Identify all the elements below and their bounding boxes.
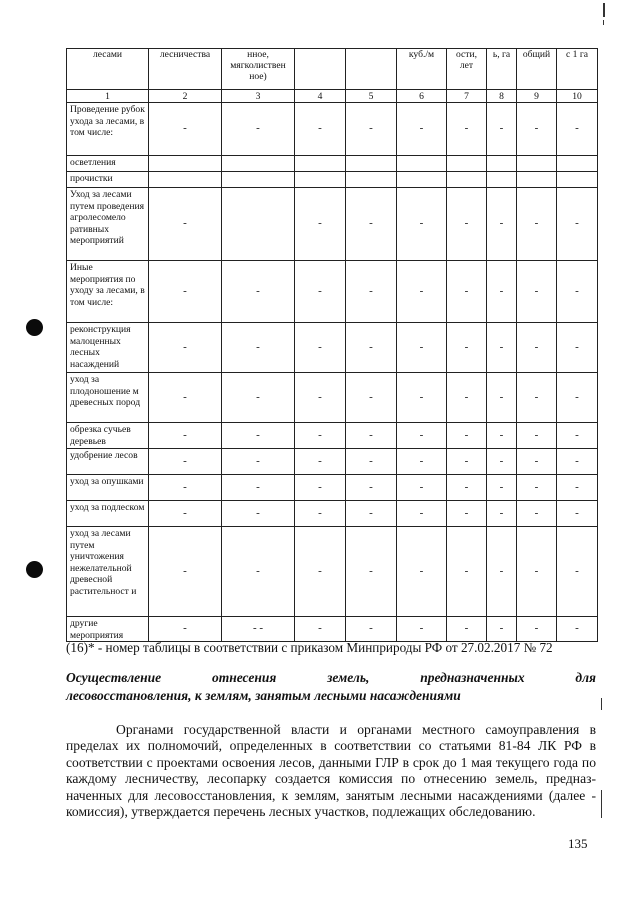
header-cell: ь, га xyxy=(487,49,517,90)
value-cell: - xyxy=(346,423,397,449)
value-cell: - xyxy=(517,188,557,261)
table-row xyxy=(67,475,598,501)
value-cell: - xyxy=(447,103,487,156)
value-cell xyxy=(222,156,295,172)
value-cell: - xyxy=(557,501,598,527)
value-cell: - xyxy=(295,527,346,617)
header-cell: лесами xyxy=(67,49,149,90)
value-cell: - xyxy=(487,261,517,323)
value-cell: - xyxy=(447,188,487,261)
table-row xyxy=(67,527,598,617)
value-cell: - xyxy=(517,373,557,423)
value-cell: - xyxy=(557,449,598,475)
value-cell xyxy=(447,156,487,172)
value-cell: - xyxy=(149,373,222,423)
value-cell: - xyxy=(557,373,598,423)
value-cell: - - xyxy=(222,617,295,642)
value-cell: - xyxy=(149,323,222,373)
value-cell: - xyxy=(222,323,295,373)
column-number-row xyxy=(67,90,598,103)
value-cell: - xyxy=(397,373,447,423)
value-cell: - xyxy=(397,423,447,449)
forest-care-table xyxy=(66,48,598,642)
column-number-cell: 2 xyxy=(149,90,222,103)
value-cell: - xyxy=(295,423,346,449)
value-cell: - xyxy=(447,475,487,501)
value-cell: - xyxy=(222,501,295,527)
value-cell: - xyxy=(346,501,397,527)
header-cell xyxy=(295,49,346,90)
value-cell: - xyxy=(487,527,517,617)
value-cell: - xyxy=(149,188,222,261)
value-cell: - xyxy=(447,449,487,475)
section-heading-line-2: лесовосстановления, к землям, занятым лесными насаждениями xyxy=(66,688,461,703)
table-row xyxy=(67,261,598,323)
value-cell: - xyxy=(295,261,346,323)
value-cell: - xyxy=(517,103,557,156)
table-row xyxy=(67,323,598,373)
section-heading xyxy=(66,669,596,705)
value-cell: - xyxy=(487,449,517,475)
value-cell: - xyxy=(222,261,295,323)
value-cell: - xyxy=(149,527,222,617)
value-cell xyxy=(517,172,557,188)
value-cell xyxy=(295,172,346,188)
value-cell: - xyxy=(447,617,487,642)
value-cell: - xyxy=(557,423,598,449)
value-cell: - xyxy=(397,323,447,373)
value-cell: - xyxy=(222,449,295,475)
header-cell: с 1 га xyxy=(557,49,598,90)
table-row xyxy=(67,423,598,449)
header-cell: куб./м xyxy=(397,49,447,90)
value-cell: - xyxy=(397,188,447,261)
value-cell: - xyxy=(295,449,346,475)
value-cell: - xyxy=(222,527,295,617)
value-cell: - xyxy=(149,617,222,642)
row-name-cell: обрезка сучьев деревьев xyxy=(67,423,149,449)
row-name-cell: осветления xyxy=(67,156,149,172)
value-cell xyxy=(295,156,346,172)
value-cell: - xyxy=(295,373,346,423)
table-row xyxy=(67,617,598,642)
value-cell: - xyxy=(447,261,487,323)
table-caption: (16)* - номер таблицы в соответствии с приказом Минприроды РФ от 27.02.2017 № 72 xyxy=(66,640,553,655)
value-cell: - xyxy=(346,188,397,261)
value-cell: - xyxy=(557,103,598,156)
row-name-cell: Уход за лесами путем проведения агролесомело ративных мероприятий xyxy=(67,188,149,261)
row-name-cell: удобрение лесов xyxy=(67,449,149,475)
value-cell xyxy=(222,172,295,188)
value-cell: - xyxy=(557,475,598,501)
header-cell: лесничества xyxy=(149,49,222,90)
value-cell: - xyxy=(557,617,598,642)
value-cell: - xyxy=(517,475,557,501)
value-cell: - xyxy=(346,373,397,423)
value-cell xyxy=(517,156,557,172)
value-cell: - xyxy=(222,475,295,501)
value-cell: - xyxy=(517,501,557,527)
value-cell: - xyxy=(487,475,517,501)
value-cell: - xyxy=(487,617,517,642)
body-paragraph: Органами государственной власти и органами местного самоуправления в пределах их полномочий, определенных в соответствии со статьями 81-84 ЛК РФ в соответствии с проектами освоения лесов, данными ГЛР в срок до 1 мая текущего года по каждому лесничеству, лесопарку создается комиссия по отнесению земель, предназ-наченных для лесовосстановления, к землям, занятым лесными насаждениями (далее - комиссия), утверждается перечень лесных участков, подлежащих обследованию. xyxy=(66,722,596,820)
value-cell: - xyxy=(447,373,487,423)
value-cell xyxy=(222,188,295,261)
value-cell: - xyxy=(487,323,517,373)
table-row xyxy=(67,188,598,261)
value-cell: - xyxy=(487,188,517,261)
column-number-cell: 4 xyxy=(295,90,346,103)
value-cell: - xyxy=(295,501,346,527)
value-cell: - xyxy=(346,617,397,642)
value-cell xyxy=(397,156,447,172)
value-cell: - xyxy=(397,475,447,501)
value-cell: - xyxy=(295,188,346,261)
value-cell: - xyxy=(397,449,447,475)
value-cell: - xyxy=(517,527,557,617)
value-cell: - xyxy=(346,475,397,501)
table-row xyxy=(67,103,598,156)
value-cell xyxy=(487,172,517,188)
page-number: 135 xyxy=(568,836,588,851)
value-cell: - xyxy=(557,261,598,323)
table-row xyxy=(67,172,598,188)
punch-hole xyxy=(26,319,43,336)
header-cell: нное, мягколиствен ное) xyxy=(222,49,295,90)
column-number-cell: 6 xyxy=(397,90,447,103)
value-cell xyxy=(447,172,487,188)
value-cell xyxy=(149,156,222,172)
value-cell: - xyxy=(149,449,222,475)
value-cell: - xyxy=(222,103,295,156)
value-cell: - xyxy=(517,449,557,475)
scan-mark xyxy=(603,20,604,25)
value-cell: - xyxy=(517,423,557,449)
table-header-row xyxy=(67,49,598,90)
value-cell: - xyxy=(447,323,487,373)
column-number-cell: 8 xyxy=(487,90,517,103)
value-cell: - xyxy=(517,617,557,642)
value-cell: - xyxy=(149,103,222,156)
column-number-cell: 5 xyxy=(346,90,397,103)
row-name-cell: уход за подлеском xyxy=(67,501,149,527)
value-cell: - xyxy=(149,501,222,527)
value-cell: - xyxy=(222,423,295,449)
column-number-cell: 3 xyxy=(222,90,295,103)
value-cell: - xyxy=(149,475,222,501)
value-cell: - xyxy=(487,373,517,423)
table-row xyxy=(67,373,598,423)
value-cell: - xyxy=(346,323,397,373)
punch-hole xyxy=(26,561,43,578)
table-row xyxy=(67,156,598,172)
value-cell: - xyxy=(487,103,517,156)
value-cell: - xyxy=(447,501,487,527)
value-cell: - xyxy=(295,323,346,373)
value-cell: - xyxy=(222,373,295,423)
row-name-cell: Проведение рубок ухода за лесами, в том числе: xyxy=(67,103,149,156)
row-name-cell: Иные мероприятия по уходу за лесами, в том числе: xyxy=(67,261,149,323)
value-cell: - xyxy=(517,261,557,323)
value-cell xyxy=(557,172,598,188)
value-cell: - xyxy=(149,423,222,449)
value-cell: - xyxy=(517,323,557,373)
row-name-cell: реконструкция малоценных лесных насаждений xyxy=(67,323,149,373)
value-cell xyxy=(487,156,517,172)
value-cell: - xyxy=(397,501,447,527)
value-cell: - xyxy=(346,449,397,475)
row-name-cell: прочистки xyxy=(67,172,149,188)
value-cell: - xyxy=(295,617,346,642)
column-number-cell: 10 xyxy=(557,90,598,103)
row-name-cell: уход за плодоношение м древесных пород xyxy=(67,373,149,423)
value-cell: - xyxy=(487,501,517,527)
value-cell: - xyxy=(295,103,346,156)
value-cell: - xyxy=(447,527,487,617)
scan-mark xyxy=(603,3,605,17)
value-cell: - xyxy=(397,261,447,323)
value-cell: - xyxy=(346,103,397,156)
table-row xyxy=(67,501,598,527)
value-cell: - xyxy=(397,103,447,156)
column-number-cell: 9 xyxy=(517,90,557,103)
row-name-cell: другие мероприятия xyxy=(67,617,149,642)
value-cell xyxy=(149,172,222,188)
scan-mark xyxy=(601,698,602,710)
row-name-cell: уход за лесами путем уничтожения нежелательной древесной растительност и xyxy=(67,527,149,617)
header-cell xyxy=(346,49,397,90)
row-name-cell: уход за опушками xyxy=(67,475,149,501)
value-cell: - xyxy=(557,527,598,617)
value-cell xyxy=(397,172,447,188)
column-number-cell: 7 xyxy=(447,90,487,103)
value-cell: - xyxy=(447,423,487,449)
value-cell xyxy=(557,156,598,172)
header-cell: общий xyxy=(517,49,557,90)
section-heading-line-1: Осуществление отнесения земель, предназначенных для xyxy=(66,670,596,685)
value-cell: - xyxy=(397,527,447,617)
column-number-cell: 1 xyxy=(67,90,149,103)
table-row xyxy=(67,449,598,475)
value-cell: - xyxy=(346,527,397,617)
header-cell: ости, лет xyxy=(447,49,487,90)
value-cell: - xyxy=(397,617,447,642)
value-cell: - xyxy=(557,188,598,261)
value-cell: - xyxy=(346,261,397,323)
value-cell: - xyxy=(557,323,598,373)
value-cell xyxy=(346,156,397,172)
scan-mark xyxy=(601,790,602,818)
value-cell: - xyxy=(295,475,346,501)
value-cell: - xyxy=(149,261,222,323)
value-cell: - xyxy=(487,423,517,449)
value-cell xyxy=(346,172,397,188)
